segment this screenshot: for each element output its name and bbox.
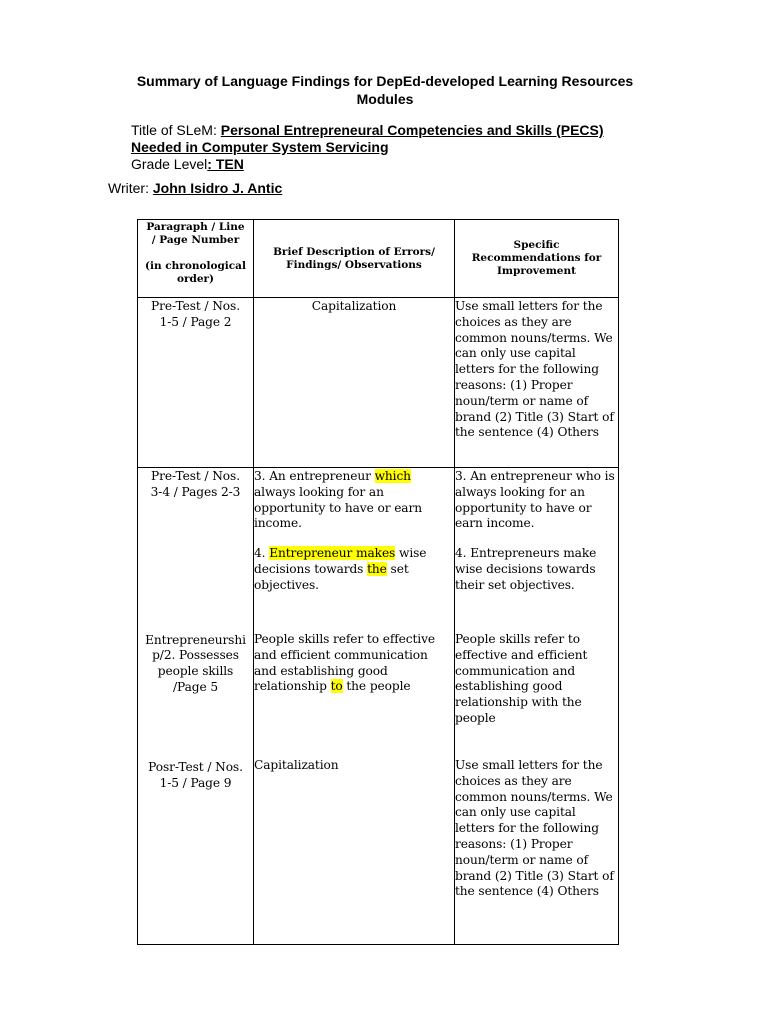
- header-description-line2: Findings/ Observations: [286, 258, 422, 271]
- row2-location-c-line3: people skills: [157, 664, 234, 679]
- slem-title-line1: Personal Entrepreneural Competencies and Skills (PECS): [220, 122, 604, 138]
- header-location-line4: order): [176, 273, 215, 285]
- header-location-line3: (in chronological: [145, 260, 246, 272]
- row2-description-d: Capitalization: [254, 758, 339, 772]
- header-location-line1: Paragraph / Line: [146, 221, 245, 233]
- grade-value: : TEN: [207, 156, 244, 172]
- row2-description-c: [254, 632, 454, 758]
- row2-recommendation-c: People skills refer to effective and efficient communication and establishing good relationship with the people: [455, 632, 588, 725]
- row2-description-b: [254, 546, 454, 632]
- header-description: [254, 220, 455, 298]
- writer-value: John Isidro J. Antic: [152, 180, 283, 196]
- row2-location: [138, 468, 254, 945]
- findings-table: [137, 219, 619, 945]
- row1-location-line1: Pre-Test / Nos.: [151, 299, 240, 313]
- desc-c-post: the people: [342, 679, 411, 694]
- document-title-line2: Modules: [356, 91, 414, 107]
- document-title-line1: Summary of Language Findings for DepEd-developed Learning Resources: [136, 73, 634, 89]
- desc-a-highlight: which: [374, 469, 411, 483]
- row2-recommendation: [455, 468, 619, 945]
- row2-location-a-line2: 3-4 / Pages 2-3: [150, 484, 241, 499]
- header-recommendation-line1: Specific: [513, 239, 560, 251]
- row2-description-a: [254, 469, 454, 532]
- desc-b-highlight1: Entrepreneur makes: [269, 546, 396, 560]
- table-row: [138, 468, 619, 945]
- row1-recommendation-text: Use small letters for the choices as they are common nouns/terms. We can only use capital letters for the following reasons: (1) Proper noun/term or name of brand (2) Title (3) Start of the sentence (4) Others: [455, 299, 614, 440]
- desc-a-pre: 3. An entrepreneur: [254, 469, 375, 483]
- table-header-row: [138, 220, 619, 298]
- desc-b-pre: 4.: [254, 546, 270, 560]
- row1-location-line2: 1-5 / Page 2: [159, 314, 232, 329]
- header-recommendation-line3: Improvement: [497, 265, 576, 277]
- header-recommendation: [455, 220, 619, 298]
- slem-label: Title of SLeM:: [131, 122, 221, 138]
- document-title: [130, 72, 640, 108]
- row1-recommendation: [455, 298, 619, 468]
- desc-b-mid: wise decisions towards: [254, 546, 427, 576]
- desc-b-post: set objectives.: [254, 561, 409, 592]
- table-row: [138, 298, 619, 468]
- row2-recommendation-b: 4. Entrepreneurs make wise decisions towards their set objectives.: [455, 546, 597, 592]
- desc-b-highlight2: the: [367, 561, 387, 576]
- writer-line: [108, 180, 282, 197]
- header-location: [138, 220, 254, 298]
- row2-description: [254, 468, 455, 945]
- row2-location-c-line2: p/2. Possesses: [152, 648, 239, 663]
- writer-label: Writer:: [108, 180, 153, 196]
- row1-description: [254, 298, 455, 468]
- row2-location-c-line1: Entrepreneurshi: [145, 632, 246, 647]
- slem-title-block: [131, 122, 604, 173]
- row1-description-text: Capitalization: [311, 299, 397, 313]
- header-description-line1: Brief Description of Errors/: [273, 245, 435, 258]
- row2-location-d-line1: Posr-Test / Nos.: [148, 759, 243, 774]
- row2-recommendation-d: Use small letters for the choices as they are common nouns/terms. We can only use capital letters for the following reasons: (1) Proper noun/term or name of brand (2) Title (3) Start of the sentence (4) Others: [455, 758, 614, 899]
- row2-location-c-line4: /Page 5: [173, 679, 218, 694]
- desc-c-highlight: to: [330, 679, 343, 694]
- desc-c-pre: People skills refer to effective and efficient communication and establishing good relationship: [254, 632, 435, 694]
- row2-location-a-line1: Pre-Test / Nos.: [151, 469, 240, 483]
- grade-label: Grade Level: [131, 156, 208, 172]
- desc-a-post: always looking for an opportunity to have or earn income.: [254, 484, 422, 531]
- header-location-line2: / Page Number: [151, 234, 240, 246]
- row2-recommendation-a: 3. An entrepreneur who is always looking for an opportunity to have or earn income.: [455, 469, 615, 531]
- row1-location: [138, 298, 254, 468]
- row2-location-d-line2: 1-5 / Page 9: [159, 775, 232, 790]
- slem-title-line2: Needed in Computer System Servicing: [131, 139, 389, 155]
- header-recommendation-line2: Recommendations for: [471, 252, 602, 264]
